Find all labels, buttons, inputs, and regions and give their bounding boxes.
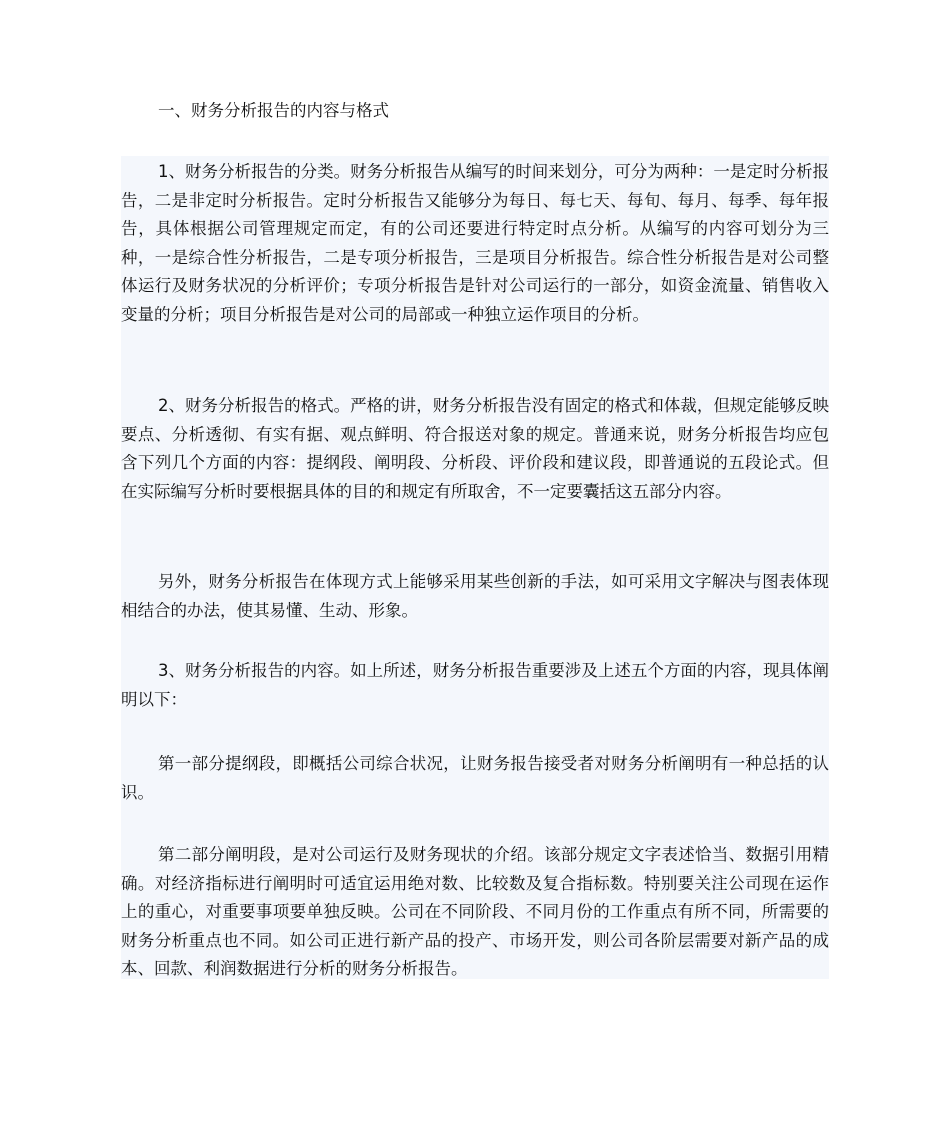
paragraph-explanation-section: 第二部分阐明段，是对公司运行及财务现状的介绍。该部分规定文字表述恰当、数据引用精确。对经济指标进行阐明时可适宜运用绝对数、比较数及复合指标数。特别要关注公司现在运作上的重心，对重要事项要单独反映。公司在不同阶段、不同月份的工作重点有所不同，所需要的财务分析重点也不同。如公司正进行新产品的投产、市场开发，则公司各阶层需要对新产品的成本、回款、利润数据进行分析的财务分析报告。: [121, 845, 829, 978]
paragraph-report-format: 2、财务分析报告的格式。严格的讲，财务分析报告没有固定的格式和体裁，但规定能够反映要点、分析透彻、有实有据、观点鲜明、符合报送对象的规定。普通来说，财务分析报告均应包含下列几个方面的内容：提纲段、阐明段、分析段、评价段和建议段，即普通说的五段论式。但在实际编写分析时要根据具体的目的和规定有所取舍，不一定要囊括这五部分内容。: [121, 396, 829, 501]
paragraph-report-content: 3、财务分析报告的内容。如上所述，财务分析报告重要涉及上述五个方面的内容，现具体阐明以下：: [121, 661, 829, 709]
paragraph-outline-section: 第一部分提纲段，即概括公司综合状况，让财务报告接受者对财务分析阐明有一种总括的认识。: [121, 754, 829, 802]
section-heading: 一、财务分析报告的内容与格式: [158, 101, 389, 120]
paragraph-presentation-methods: 另外，财务分析报告在体现方式上能够采用某些创新的手法，如可采用文字解决与图表体现相结合的办法，使其易懂、生动、形象。: [121, 572, 829, 620]
paragraph-report-classification: 1、财务分析报告的分类。财务分析报告从编写的时间来划分，可分为两种：一是定时分析报告，二是非定时分析报告。定时分析报告又能够分为每日、每七天、每旬、每月、每季、每年报告，具体根据公司管理规定而定，有的公司还要进行特定时点分析。从编写的内容可划分为三种，一是综合性分析报告，二是专项分析报告，三是项目分析报告。综合性分析报告是对公司整体运行及财务状况的分析评价；专项分析报告是针对公司运行的一部分，如资金流量、销售收入变量的分析；项目分析报告是对公司的局部或一种独立运作项目的分析。: [121, 162, 829, 324]
